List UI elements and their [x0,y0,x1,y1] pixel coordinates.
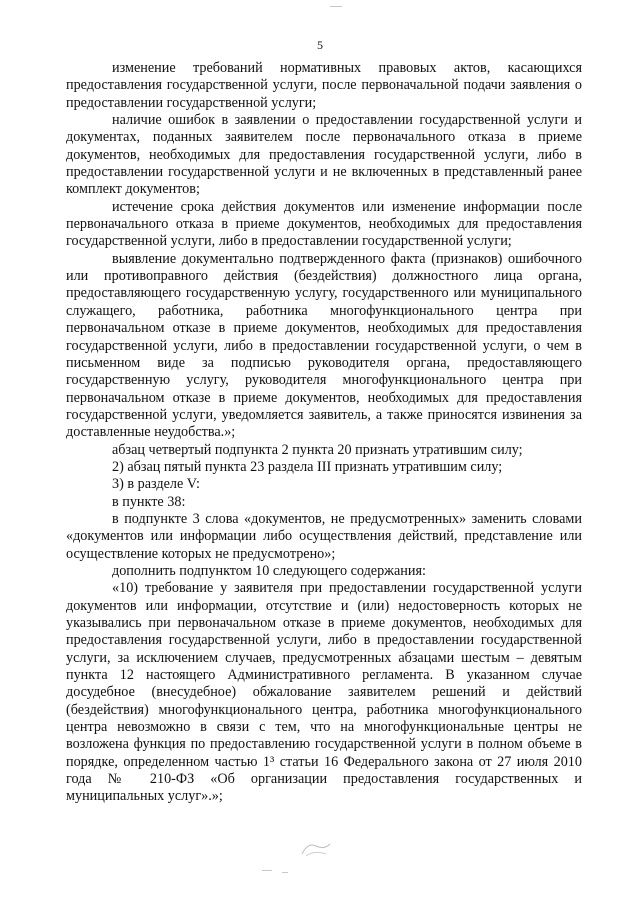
scan-artifact [282,872,288,873]
seal-mark [296,838,336,860]
paragraph-6: 2) абзац пятый пункта 23 раздела III признать утратившим силу; [112,458,503,475]
paragraph-11: «10) требование у заявителя при предоставлении государственной услуги документов или информации, отсутствие и (или) недостоверность которых не указывались при первоначальном отказе в приеме документов, необходимых для предоставления государственной услуги, либо в предоставлении государственной услуги, за исключением случаев, предусмотренных абзацами шестым – девятым пункта 12 настоящего Административного регламента. В указанном случае досудебное (внесудебное) обжалование заявителем решений и действий (бездействия) многофункционального центра, работника многофункционального центра невозможно в связи с тем, что на многофункциональные центры не возложена функция по предоставлению государственной услуги в полном объеме в порядке, определенном частью 1³ статьи 16 Федерального закона от 27 июля 2010 года № 210-ФЗ «Об организации предоставления государственных и муниципальных услуг».»; [66,580,582,805]
scan-artifact [262,870,272,871]
paragraph-5: абзац четвертый подпункта 2 пункта 20 признать утратившим силу; [112,441,523,458]
page-number: 5 [317,38,323,52]
paragraph-4: выявление документально подтвержденного факта (признаков) ошибочного или противоправного действия (бездействия) должностного лица органа, предоставляющего государственную услугу, государственного или муниципального служащего, работника, работника многофункционального центра при первоначальном отказе в приеме документов, необходимых для предоставления государственной услуги, либо в предоставлении государственной услуги, о чем в письменном виде за подписью руководителя органа, предоставляющего государственную услугу, руководителя многофункционального центра при первоначальном отказе в приеме документов, необходимых для предоставления государственной услуги, уведомляется заявитель, а также приносятся извинения за доставленные неудобства.»; [66,250,582,441]
paragraph-8: в пункте 38: [112,493,186,510]
paragraph-10: дополнить подпунктом 10 следующего содержания: [112,562,426,579]
scan-artifact [330,6,342,7]
paragraph-9: в подпункте 3 слова «документов, не предусмотренных» заменить словами «документов или информации либо осуществления действий, представление или осуществление которых не предусмотрено»; [66,510,582,562]
body-text [66,60,582,806]
paragraph-7: 3) в разделе V: [112,476,200,493]
paragraph-2: наличие ошибок в заявлении о предоставлении государственной услуги и документах, поданных заявителем после первоначального отказа в приеме документов, необходимых для предоставления государственной услуги, либо в предоставлении государственной услуги и не включенных в представленный ранее комплект документов; [66,112,582,198]
paragraph-3: истечение срока действия документов или изменение информации после первоначального отказа в приеме документов, необходимых для предоставления государственной услуги, либо в предоставлении государственной услуги; [66,198,582,250]
paragraph-1: изменение требований нормативных правовых актов, касающихся предоставления государственной услуги, после первоначальной подачи заявления о предоставлении государственной услуги; [66,60,582,111]
